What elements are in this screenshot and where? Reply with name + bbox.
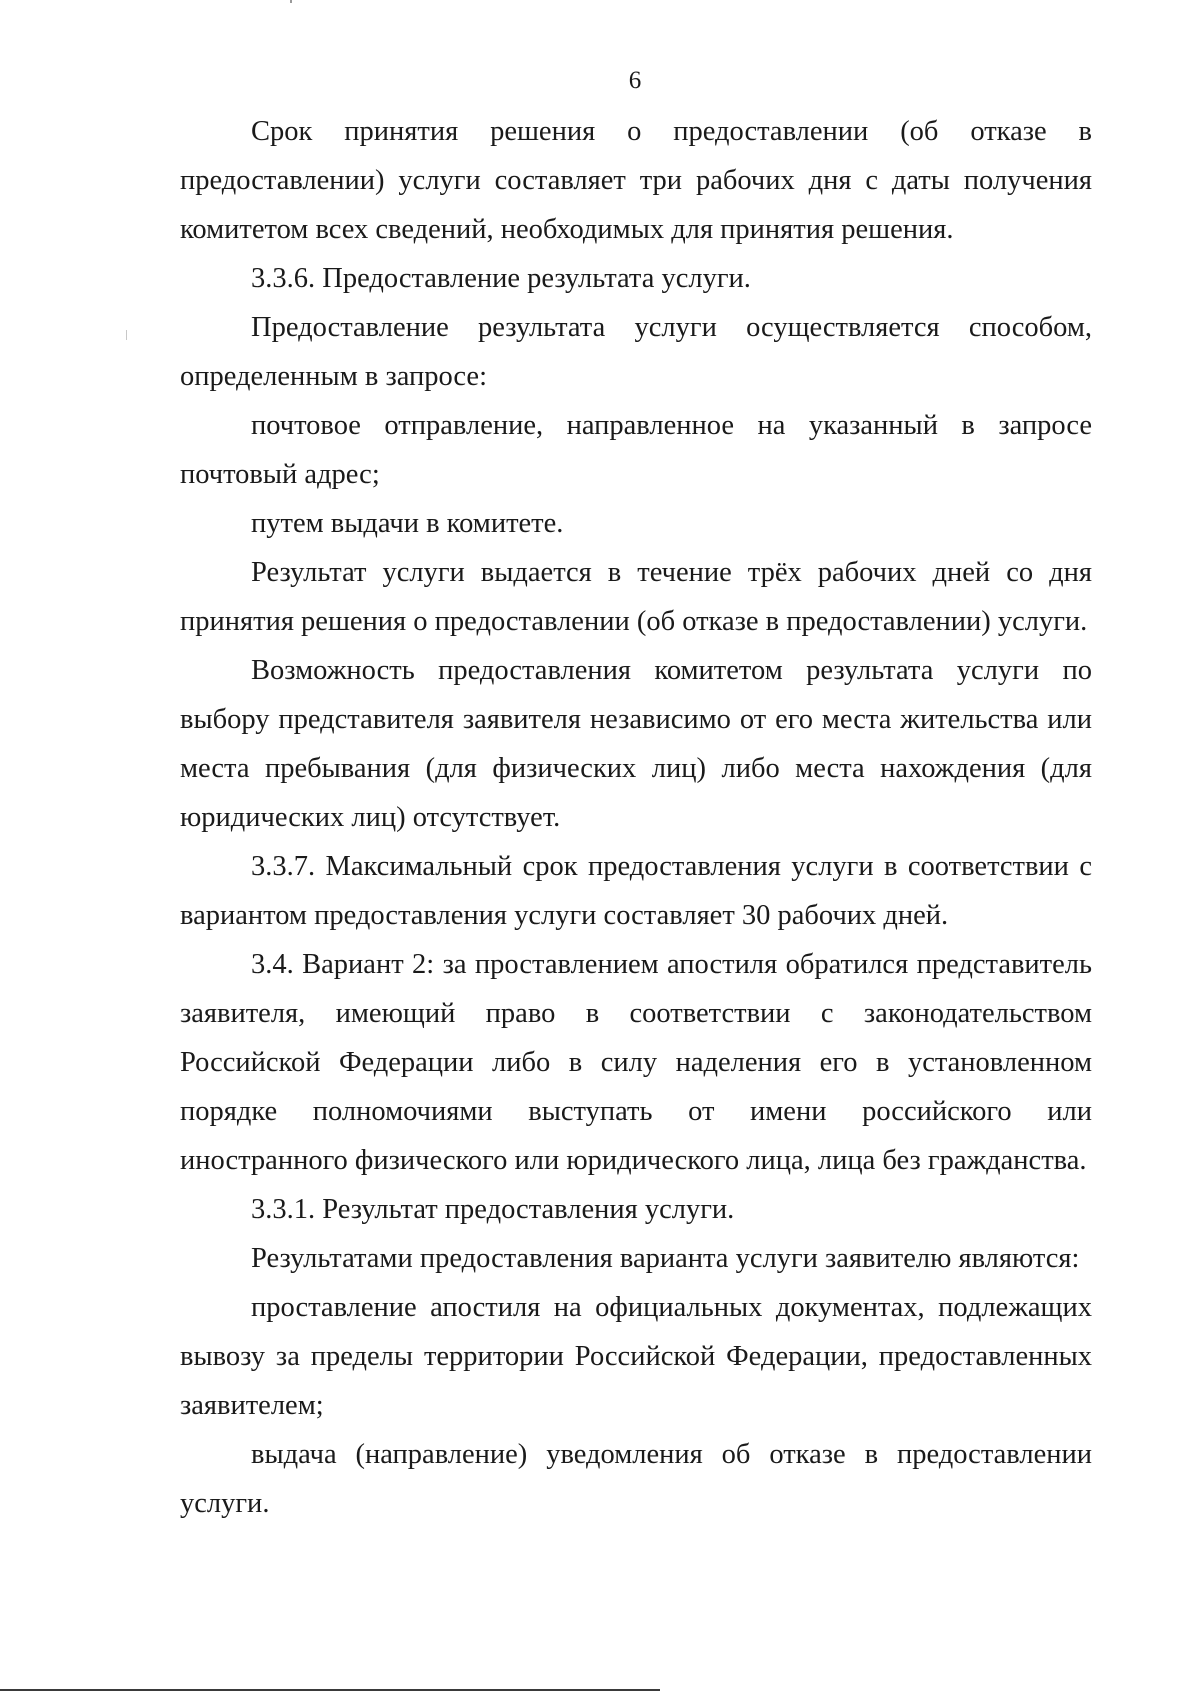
- section-heading-3-4: 3.4. Вариант 2: за проставлением апостиля обратился представитель заявителя, имеющий право в соответствии с законодательством Российской Федерации либо в силу наделения его в установленном порядке полномочиями выступать от имени российского или иностранного физического или юридического лица, лица без гражданства.: [180, 949, 1092, 1176]
- section-heading-3-3-6: 3.3.6. Предоставление результата услуги.: [251, 263, 751, 294]
- list-item-refusal: выдача (направление) уведомления об отказе в предоставлении услуги.: [180, 1439, 1092, 1519]
- page-number: 6: [628, 67, 642, 94]
- section-heading-3-3-1: 3.3.1. Результат предоставления услуги.: [251, 1194, 735, 1225]
- footer-rule: [0, 1689, 660, 1691]
- list-item-apostille: проставление апостиля на официальных документах, подлежащих вывозу за пределы территории Российской Федерации, предоставленных заявителем;: [180, 1292, 1092, 1421]
- document-body: [180, 107, 1092, 1528]
- paragraph-delivery-method: Предоставление результата услуги осуществляется способом, определенным в запросе:: [180, 312, 1092, 392]
- paragraph-decision-deadline: Срок принятия решения о предоставлении (об отказе в предоставлении) услуги составляет три рабочих дня с даты получения комитетом всех сведений, необходимых для принятия решения.: [180, 116, 1092, 245]
- list-item-in-person: путем выдачи в комитете.: [251, 508, 564, 539]
- paragraph-issue-deadline: Результат услуги выдается в течение трёх рабочих дней со дня принятия решения о предоставлении (об отказе в предоставлении) услуги.: [180, 557, 1092, 637]
- section-heading-3-3-7: 3.3.7. Максимальный срок предоставления услуги в соответствии с вариантом предоставления услуги составляет 30 рабочих дней.: [180, 851, 1092, 931]
- scan-speck: [126, 330, 127, 340]
- paragraph-extraterritorial: Возможность предоставления комитетом результата услуги по выбору представителя заявителя независимо от его места жительства или места пребывания (для физических лиц) либо места нахождения (для юридических лиц) отсутствует.: [180, 655, 1092, 833]
- list-item-postal: почтовое отправление, направленное на указанный в запросе почтовый адрес;: [180, 410, 1092, 490]
- scan-mark: [290, 0, 292, 3]
- paragraph-results-intro: Результатами предоставления варианта услуги заявителю являются:: [251, 1243, 1080, 1274]
